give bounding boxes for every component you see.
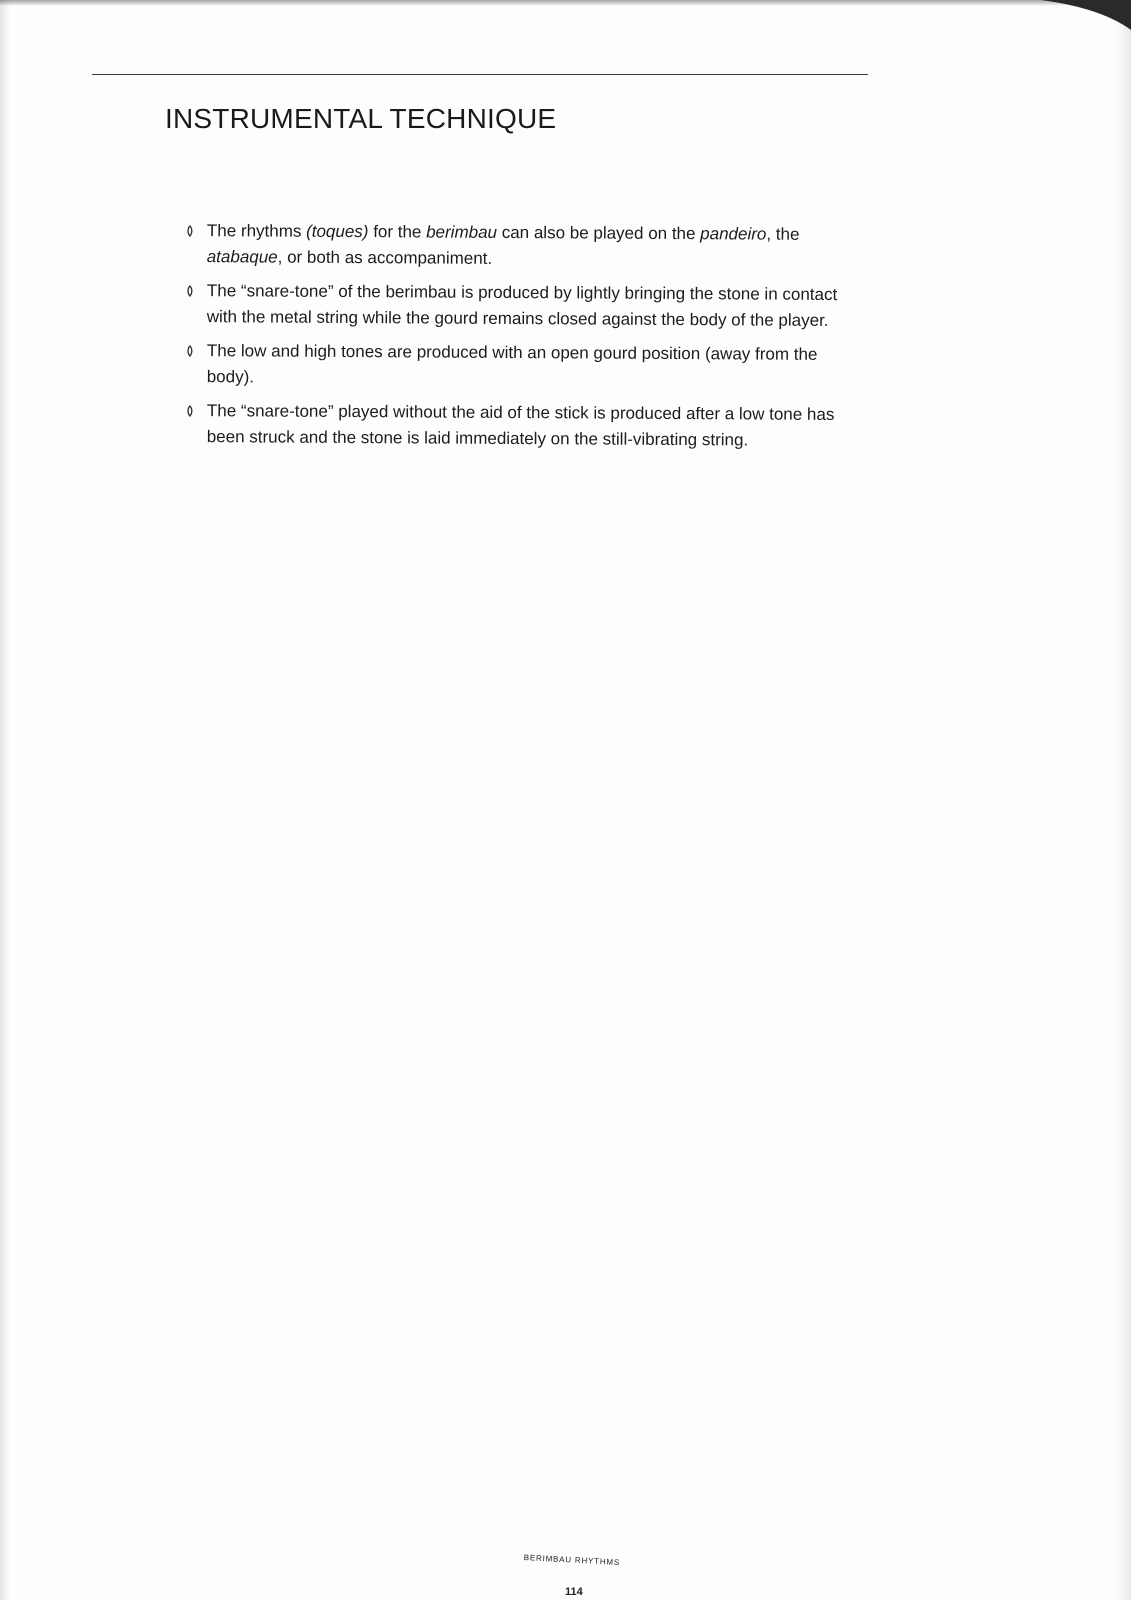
- technique-list-item: [186, 398, 858, 454]
- technique-list: [186, 218, 858, 458]
- technique-list-item-text: [207, 341, 818, 386]
- technique-list-item-text: [207, 401, 835, 449]
- technique-list-item: [186, 278, 858, 334]
- technique-list-item-text: [207, 281, 838, 330]
- text-segment: for the: [368, 222, 427, 242]
- capoeira-bullet-icon: [186, 225, 194, 237]
- capoeira-bullet-icon: [186, 405, 194, 417]
- header-rule: [92, 74, 868, 75]
- footer-running-title: BERIMBAU RHYTHMS: [523, 1553, 621, 1568]
- italic-term: pandeiro: [700, 224, 767, 244]
- technique-list-item-text: [207, 221, 800, 268]
- text-segment: The “snare-tone” of the berimbau is produced by lightly bringing the stone in contact with the metal string while the gourd remains closed against the body of the player.: [206, 281, 838, 330]
- scan-edge-shadow-top: [0, 0, 1131, 6]
- italic-term: atabaque: [206, 247, 278, 267]
- text-segment: The rhythms: [206, 221, 307, 241]
- capoeira-bullet-icon: [186, 345, 194, 357]
- scan-edge-shadow-left: [0, 0, 10, 1600]
- page-number: 114: [565, 1586, 583, 1598]
- technique-list-item: [186, 218, 858, 274]
- italic-term: berimbau: [426, 222, 498, 242]
- text-segment: The low and high tones are produced with an open gourd position (away from the body).: [206, 341, 818, 387]
- text-segment: can also be played on the: [496, 222, 701, 244]
- scan-edge-shadow-right: [1117, 0, 1131, 1600]
- italic-term: (toques): [306, 221, 369, 242]
- capoeira-bullet-icon: [186, 285, 194, 297]
- text-segment: The “snare-tone” played without the aid of the stick is produced after a low tone has been struck and the stone is laid immediately on the still-vibrating string.: [206, 401, 835, 450]
- page-corner-curl: [1041, 0, 1131, 30]
- page-title: INSTRUMENTAL TECHNIQUE: [165, 103, 557, 134]
- technique-list-item: [186, 338, 858, 394]
- text-segment: , or both as accompaniment.: [277, 247, 493, 268]
- text-segment: , the: [766, 224, 800, 244]
